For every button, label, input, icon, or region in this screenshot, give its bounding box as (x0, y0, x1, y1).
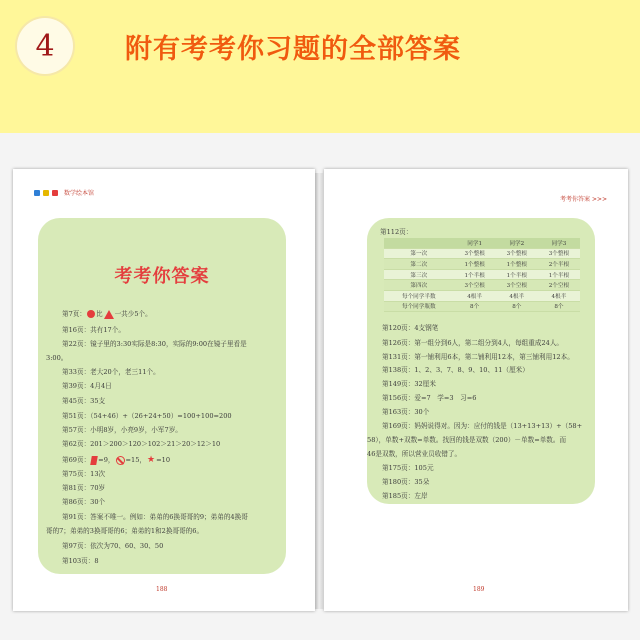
answer-line: 58），单数+双数=单数。找回的钱是双数（200）－单数=单数。而 (367, 436, 567, 444)
banner (0, 0, 640, 133)
answer-table (384, 238, 580, 312)
table-cell: 每个同学瓶数 (384, 301, 454, 312)
table-cell: 3个整根 (454, 248, 496, 259)
answer-line: 第126页：第一组分到6人，第二组分到4人，每组重成24人。 (382, 339, 564, 347)
table-row (384, 259, 580, 270)
answer-line: 第97页：依次为70、60、30、50 (62, 542, 164, 550)
card-title: 考考你答案 (114, 266, 210, 287)
right-page-number: 189 (473, 586, 485, 593)
answer-line: 第180页：35朵 (382, 478, 430, 486)
logo-square-icon (43, 190, 49, 196)
table-cell: 第一次 (384, 248, 454, 259)
red-triangle-icon (104, 310, 114, 319)
answer-line: 第169页：妈妈说得对。因为：应付的钱是（13+13+13）+（58+ (382, 422, 583, 430)
answer-line: 第86页：30个 (62, 498, 106, 506)
table-cell: 第三次 (384, 269, 454, 280)
answer-line: 第138页：1、2、3、7、8、9、10、11（厘米） (382, 366, 529, 374)
answer-line: 第22页：镜子里的3:30实际是8:30，实际的9:00在镜子里看是 (62, 340, 247, 348)
answer-text: =15， (125, 456, 147, 464)
banner-title: 附有考考你习题的全部答案 (125, 34, 461, 65)
table-header-cell: 同学3 (538, 238, 580, 248)
table-row (384, 269, 580, 280)
table-cell: 3个整根 (538, 248, 580, 259)
table-cell: 1个整根 (496, 259, 538, 270)
answer-line: 第175页：105元 (382, 464, 434, 472)
answer-line: 第131页：第一铺利用6本，第二铺利用12本，第三铺利用12本。 (382, 353, 574, 361)
table-header-row (384, 238, 580, 248)
answer-line: 第91页：答案不唯一。例如：弟弟的6换哥哥的9；弟弟的4换哥 (62, 513, 248, 521)
table-cell: 1个半根 (538, 269, 580, 280)
answer-line: 第103页：8 (62, 557, 99, 565)
answer-line: 第16页：共有17个。 (62, 326, 125, 334)
left-page-number: 188 (156, 586, 168, 593)
table-cell: 8个 (496, 301, 538, 312)
table-cell: 3个空根 (454, 280, 496, 291)
table-cell: 4根半 (496, 290, 538, 301)
table-cell: 2个空根 (538, 280, 580, 291)
logo-square-icon (52, 190, 58, 196)
table-cell: 1个半根 (454, 269, 496, 280)
red-rectangle-icon (90, 456, 98, 465)
table-cell: 1个半根 (496, 269, 538, 280)
answer-prefix: 第69页： (62, 456, 91, 464)
table-cell: 4根半 (454, 290, 496, 301)
answer-line (62, 454, 170, 465)
answer-line: 第149页：32厘米 (382, 380, 436, 388)
answer-line: 第33页：老大20个，老三11个。 (62, 368, 160, 376)
table-cell: 1个整根 (454, 259, 496, 270)
book-spine (315, 173, 324, 609)
left-page-header (34, 188, 94, 197)
answer-text: =9， (98, 456, 115, 464)
answer-text: 比 (95, 310, 103, 318)
table-cell: 每个同学半数 (384, 290, 454, 301)
table-cell: 2个半根 (538, 259, 580, 270)
answer-line (62, 308, 152, 319)
table-header-cell: 同学1 (454, 238, 496, 248)
answer-line: 3:00。 (46, 354, 68, 362)
answer-line: 第81页：70岁 (62, 484, 106, 492)
answer-line: 第156页：爱=7 学=3 习=6 (382, 394, 477, 402)
answer-line: 第62页：201＞200＞120＞102＞21＞20＞12＞10 (62, 440, 221, 448)
table-cell: 4根半 (538, 290, 580, 301)
table-cell: 8个 (454, 301, 496, 312)
answer-line: 第39页：4月4日 (62, 382, 112, 390)
answer-prefix: 第7页： (62, 310, 86, 318)
table-cell: 8个 (538, 301, 580, 312)
table-row (384, 280, 580, 291)
table-row (384, 301, 580, 312)
red-star-icon: ★ (147, 454, 156, 465)
answer-line: 第120页：4支钢笔 (382, 324, 439, 332)
answer-line: 第75页：13次 (62, 470, 106, 478)
table-row (384, 290, 580, 301)
table-row (384, 248, 580, 259)
answer-line: 46是双数，所以营业员收错了。 (367, 450, 462, 458)
red-no-sign-icon (116, 456, 125, 465)
answer-line: 第185页：左岸 (382, 492, 428, 500)
table-cell: 3个整根 (496, 248, 538, 259)
table-cell: 第二次 (384, 259, 454, 270)
table-cell: 第四次 (384, 280, 454, 291)
table-header-cell (384, 238, 454, 248)
left-header-text: 数学绘本馆 (64, 190, 95, 197)
answer-line: 哥的7；弟弟的3换哥哥的6；弟弟的1和2换哥哥的6。 (46, 527, 204, 535)
table-header-cell: 同学2 (496, 238, 538, 248)
answer-text: 一共少5个。 (114, 310, 152, 318)
answer-line: 第45页：35支 (62, 397, 106, 405)
right-page-header: 考考你答案 >>> (560, 196, 607, 203)
table-cell: 3个空根 (496, 280, 538, 291)
answer-line: 第57页：小明8岁，小亮9岁，小军7岁。 (62, 426, 182, 434)
table-label: 第112页： (380, 228, 413, 236)
logo-square-icon (34, 190, 40, 196)
section-number-badge: 4 (17, 18, 73, 74)
answer-line: 第51页：（54+46）+（26+24+50）=100+100=200 (62, 412, 232, 420)
answer-line: 第163页：30个 (382, 408, 430, 416)
answer-text: =10 (156, 456, 171, 464)
red-circle-icon (87, 310, 95, 318)
